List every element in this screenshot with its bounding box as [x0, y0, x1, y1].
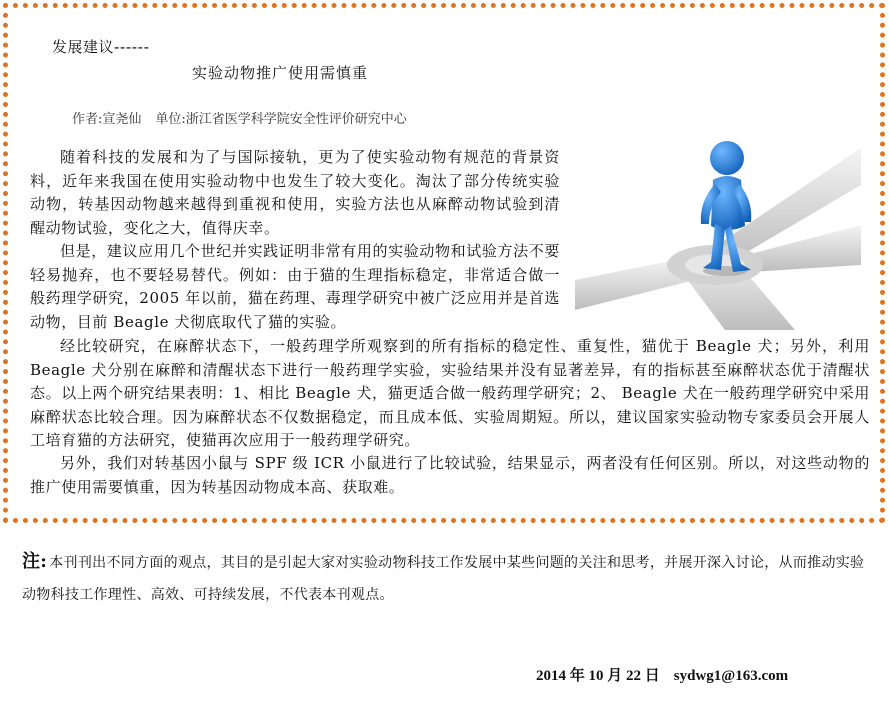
contact-email: sydwg1@163.com: [673, 668, 789, 684]
author-name: 作者:宣尧仙: [72, 112, 142, 127]
author-unit: 单位:浙江省医学科学院安全性评价研究中心: [155, 112, 407, 127]
author-line: [72, 108, 421, 127]
note-text: 本刊刊出不同方面的观点，其目的是引起大家对实验动物科技工作发展中某些问题的关注和思考，并展开深入讨论，从而推动实验动物科技工作理性、高效、可持续发展，不代表本刊观点。: [22, 555, 865, 603]
footer: [536, 664, 788, 685]
paragraph: 随着科技的发展和为了与国际接轨，更为了使实验动物有规范的背景资料，近年来我国在使用实验动物中也发生了较大变化。淘汰了部分传统实验动物，转基因动物越来越得到重视和使用，实验方法也从麻醉动物试验到清醒动物试验，变化之大，值得庆幸。: [30, 148, 560, 237]
note-label: 注:: [22, 551, 48, 572]
publish-date: 2014 年 10 月 22 日: [536, 668, 660, 684]
article-title: 实验动物推广使用需慎重: [192, 64, 369, 82]
paragraph: 经比较研究，在麻醉状态下，一般药理学所观察到的所有指标的稳定性、重复性，猫优于 Beagle 犬；另外，利用 Beagle 犬分别在麻醉和清醒状态下进行一般药理学实验，实验结果并没有显著差异，有的指标甚至麻醉状态优于清醒状态。以上两个研究结果表明：1、相比 Beagle 犬，猫更适合做一般药理学研究；2、 Beagle 犬在一般药理学研究中采用麻醉状态比较合理。因为麻醉状态不仅数据稳定，而且成本低、实验周期短。所以，建议国家实验动物专家委员会开展人工培育猫的方法研究，使猫再次应用于一般药理学研究。: [30, 337, 870, 449]
paragraph: 但是，建议应用几个世纪并实践证明非常有用的实验动物和试验方法不要轻易抛弃，也不要轻易替代。例如：由于猫的生理指标稳定，非常适合做一般药理学研究，2005 年以前，猫在药理、毒理学研究中被广泛应用并是首选动物，目前 Beagle 犬彻底取代了猫的实验。: [30, 242, 560, 331]
paragraph: 另外，我们对转基因小鼠与 SPF 级 ICR 小鼠进行了比较试验，结果显示，两者没有任何区别。所以，对这些动物的推广使用需要慎重，因为转基因动物成本高、获取难。: [30, 454, 870, 496]
figure-at-crossroads-icon: [575, 130, 861, 330]
editorial-note: [22, 546, 872, 611]
section-label: 发展建议------: [52, 38, 150, 56]
